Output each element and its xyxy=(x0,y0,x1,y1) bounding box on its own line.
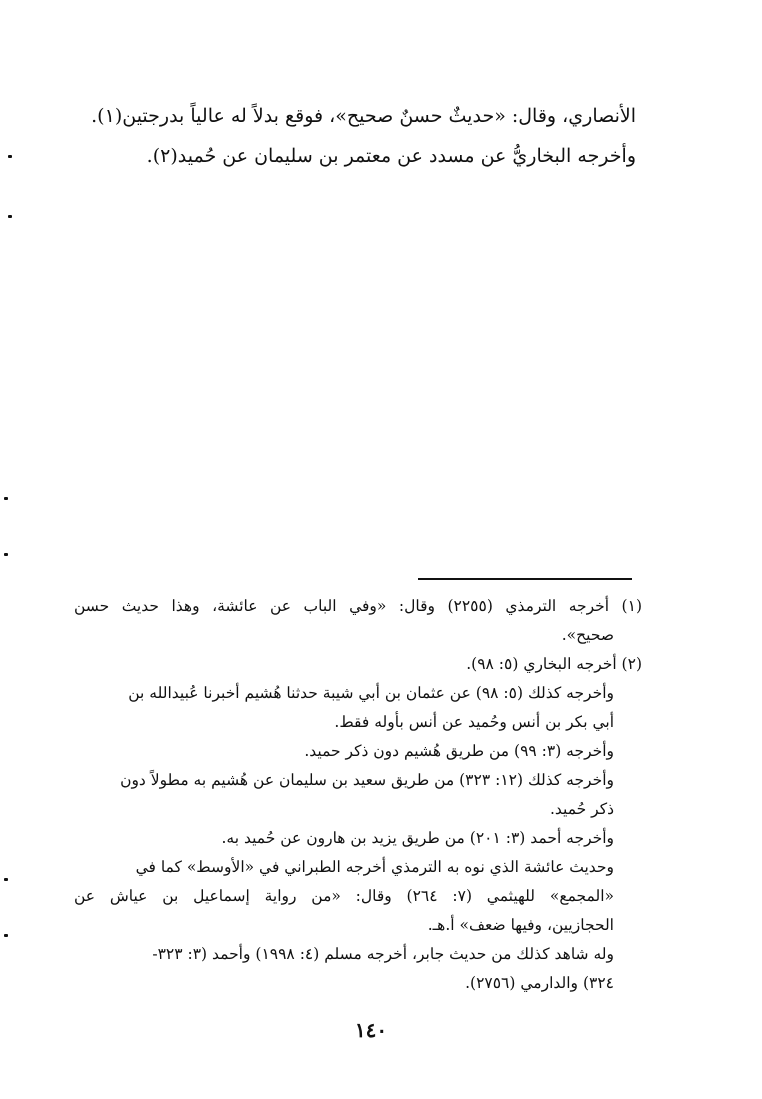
footnote-2-para-2: وأخرجه (٣: ٩٩) من طريق هُشيم دون ذكر حميد. xyxy=(304,742,614,760)
footnote-2-line-1: (٢) أخرجه البخاري (٥: ٩٨). xyxy=(466,655,642,673)
footnote-2-para-3-line-2: ذكر حُميد. xyxy=(549,800,614,818)
scan-mark xyxy=(4,497,8,500)
footnote-1-line-1: (١) أخرجه الترمذي (٢٢٥٥) وقال: «وفي الباب عن عائشة، وهذا حديث حسن xyxy=(74,597,642,615)
scan-mark xyxy=(8,155,12,158)
scan-mark xyxy=(4,878,8,881)
footnote-2-para-6-line-2: ٣٢٤) والدارمي (٢٧٥٦). xyxy=(465,974,614,992)
footnote-2-para-5-line-1: وحديث عائشة الذي نوه به الترمذي أخرجه الطبراني في «الأوسط» كما في xyxy=(135,858,614,876)
footnote-2-para-5-line-3: الحجازيين، وفيها ضعف» أ.هـ. xyxy=(427,916,614,934)
footnote-separator xyxy=(418,578,632,580)
footnote-2-para-1-line-2: أبي بكر بن أنس وحُميد عن أنس بأوله فقط. xyxy=(334,713,614,731)
page-number: ١٤٠ xyxy=(354,1018,388,1042)
footnote-2-para-5-line-2: «المجمع» للهيثمي (٧: ٢٦٤) وقال: «من رواية إسماعيل بن عياش عن xyxy=(74,887,615,905)
main-text-line-1: الأنصاري، وقال: «حديثٌ حسنٌ صحيح»، فوقع بدلاً له عالياً بدرجتين(١). xyxy=(91,105,636,127)
main-text-line-2: وأخرجه البخاريُّ عن مسدد عن معتمر بن سليمان عن حُميد(٢). xyxy=(146,145,636,167)
footnotes xyxy=(74,592,642,998)
footnote-2-para-1-line-1: وأخرجه كذلك (٥: ٩٨) عن عثمان بن أبي شيبة حدثنا هُشيم أخبرنا عُبيدالله بن xyxy=(128,684,614,702)
scan-mark xyxy=(8,215,12,218)
footnote-2-para-3-line-1: وأخرجه كذلك (١٢: ٣٢٣) من طريق سعيد بن سليمان عن هُشيم به مطولاً دون xyxy=(120,771,614,789)
footnote-2-para-6-line-1: وله شاهد كذلك من حديث جابر، أخرجه مسلم (٤: ١٩٩٨) وأحمد (٣: ٣٢٣- xyxy=(152,945,614,963)
footnote-2-para-4: وأخرجه أحمد (٣: ٢٠١) من طريق يزيد بن هارون عن حُميد به. xyxy=(221,829,614,847)
scan-mark xyxy=(4,553,8,556)
main-text xyxy=(40,96,636,176)
scan-mark xyxy=(4,934,8,937)
footnote-1-line-2: صحيح». xyxy=(561,626,614,644)
